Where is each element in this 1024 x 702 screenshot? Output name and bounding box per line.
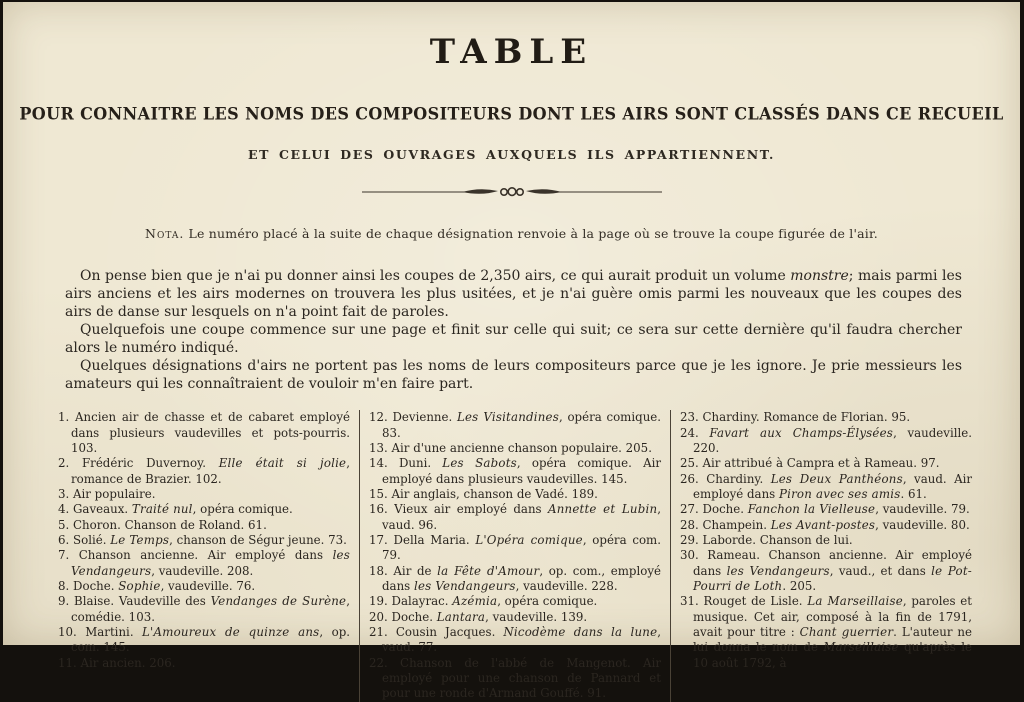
text-segment: 9. Blaise. Vaudeville des	[58, 594, 211, 609]
index-entry	[58, 410, 350, 456]
work-title: Fanchon la Vielleuse	[747, 502, 876, 517]
text-segment: 6. Solié.	[58, 532, 111, 547]
text-segment: , op. com. 145.	[71, 624, 350, 655]
text-segment: On pense bien que je n'ai pu donner ainsi les coupes de 2,350 airs, ce qui aurait produit un volume	[80, 268, 791, 284]
text-segment: 22. Chanson de l'abbé de Mangenot. Air employé pour une chanson de Pannard et pour une ronde d'Armand Gouffé. 91.	[369, 655, 661, 701]
work-title: la Fête d'Amour	[437, 563, 540, 578]
work-title: Les Sabots	[442, 456, 517, 471]
text-segment: 21. Cousin Jacques.	[369, 624, 504, 639]
index-entry	[680, 456, 972, 471]
text-segment: , comédie. 103.	[71, 594, 350, 624]
nota-text: Le numéro placé à la suite de chaque désignation renvoie à la page où se trouve la coupe figurée de l'air.	[184, 226, 878, 241]
text-segment: 13. Air d'une ancienne chanson populaire. 205.	[369, 440, 652, 455]
text-segment: 19. Dalayrac.	[369, 594, 453, 609]
text-segment: 4. Gaveaux.	[58, 502, 132, 517]
text-segment: 10. Martini.	[58, 624, 143, 639]
text-segment: 25. Air attribué à Campra et à Rameau. 97.	[680, 456, 940, 471]
text-segment: 12. Devienne.	[369, 410, 457, 425]
text-segment: . 205.	[782, 578, 817, 593]
index-entry	[680, 426, 972, 457]
text-segment: , opéra comique.	[192, 502, 293, 517]
index-entry	[58, 502, 350, 517]
index-entry	[369, 487, 661, 502]
work-title: Les Visitandines	[456, 410, 559, 425]
book-page	[3, 2, 1020, 701]
text-segment: , vaud. 77.	[382, 624, 662, 655]
work-title: Nicodème dans la lune	[503, 624, 658, 639]
nota-line	[3, 226, 1020, 241]
index-entry	[58, 594, 350, 625]
work-title: Vendanges de Surène	[210, 594, 347, 609]
text-segment: ; mais parmi les airs anciens et les airs modernes on trouvera les plus usitées, et je n'ai guère omis parmi les nouveaux que les coupes des airs de danse sur lesquels on n'a point fait de paroles.	[65, 268, 962, 321]
work-title: L'Opéra comique	[475, 532, 583, 547]
text-segment: , op. com., employé dans	[382, 563, 662, 593]
text-segment: , romance de Brazier. 102.	[71, 456, 350, 486]
index-entry	[58, 656, 350, 671]
index-entry	[369, 656, 661, 702]
work-title: Sophie	[118, 578, 161, 593]
work-title: La Marseillaise	[807, 594, 903, 609]
text-segment: , opéra comique.	[497, 594, 598, 609]
text-segment: 27. Doche.	[680, 502, 748, 517]
index-entry	[58, 579, 350, 594]
text-segment: , vaudeville. 80.	[875, 517, 970, 532]
text-segment: , opéra com. 79.	[382, 532, 661, 563]
text-segment: qu'après le 10 août 1792, à	[693, 640, 973, 670]
index-entry	[369, 564, 661, 595]
text-segment: 11. Air ancien. 206.	[58, 655, 176, 670]
text-segment: Quelquefois une coupe commence sur une page et finit sur celle qui suit; ce sera sur cette dernière qu'il faudra chercher alors le numéro indiqué.	[65, 322, 962, 357]
index-entry	[58, 548, 350, 579]
text-segment: 16. Vieux air employé dans	[369, 502, 549, 517]
index-entry	[680, 502, 972, 517]
work-title: Les Deux Panthéons	[770, 471, 903, 486]
text-segment: 3. Air populaire.	[58, 486, 156, 501]
index-entry	[680, 472, 972, 503]
index-entry	[680, 410, 972, 425]
text-segment: , vaudeville. 208.	[151, 563, 254, 578]
intro-paragraph	[65, 321, 962, 357]
text-segment: 14. Duni.	[369, 456, 443, 471]
index-entry	[369, 610, 661, 625]
divider-ornament-icon	[362, 184, 662, 200]
work-title: Azémia	[452, 594, 498, 609]
work-title: Traité nul	[131, 502, 193, 517]
text-segment: , vaudeville. 228.	[515, 578, 618, 593]
text-segment: , vaud. Air employé dans	[693, 471, 973, 501]
index-entry	[680, 594, 972, 671]
work-title: monstre	[790, 268, 849, 284]
index-column-3	[671, 410, 972, 701]
text-segment: , paroles et musique. Cet air, composé à la fin de 1791, avait pour titre :	[693, 594, 972, 639]
index-column-1	[58, 410, 360, 701]
composer-index-columns	[58, 410, 972, 701]
text-segment: 29. Laborde. Chanson de lui.	[680, 532, 853, 547]
work-title: les Vendangeurs	[414, 578, 516, 593]
text-segment: 8. Doche.	[58, 578, 119, 593]
nota-label: Nota.	[145, 226, 185, 241]
work-title: Piron avec ses amis	[778, 486, 901, 501]
index-entry	[680, 518, 972, 533]
text-segment: 18. Air de	[369, 563, 438, 578]
page-title: TABLE	[429, 32, 594, 72]
index-entry	[58, 625, 350, 656]
work-title: les Vendangeurs	[726, 563, 830, 578]
work-title: Annette et Lubin	[548, 502, 658, 517]
text-segment: , vaudeville. 139.	[485, 609, 588, 624]
index-entry	[58, 533, 350, 548]
page-subtitle: POUR CONNAITRE LES NOMS DES COMPOSITEURS DONT LES AIRS SONT CLASSÉS DANS CE RECUEIL	[19, 103, 1004, 124]
work-title: Les Avant-postes	[770, 517, 876, 532]
work-title: Favart aux Champs-Élysées	[709, 425, 894, 440]
text-segment: , vaudeville. 79.	[875, 502, 970, 517]
index-entry	[58, 456, 350, 487]
text-segment: , opéra comique. 83.	[382, 410, 662, 440]
text-segment: 1. Ancien air de chasse et de cabaret employé dans plusieurs vaudevilles et pots-pourris. 103.	[58, 410, 350, 455]
work-title: le Pot-Pourri de Loth	[693, 563, 972, 593]
index-entry	[58, 487, 350, 502]
text-segment: . 61.	[900, 486, 927, 501]
text-segment: 5. Choron. Chanson de Roland. 61.	[58, 517, 267, 532]
text-segment: Quelques désignations d'airs ne portent pas les noms de leurs compositeurs parce que je les ignore. Je prie messieurs les amateurs qui les connaîtraient de vouloir m'en faire part.	[65, 358, 962, 393]
work-title: Lantara	[436, 609, 486, 624]
index-entry	[58, 518, 350, 533]
text-segment: 24.	[680, 425, 710, 440]
text-segment: . L'auteur ne lui donna le nom de	[693, 624, 972, 655]
text-segment: 17. Della Maria.	[369, 532, 476, 547]
intro-paragraph	[65, 357, 962, 393]
text-segment: , vaud., et dans	[829, 563, 932, 578]
text-segment: 15. Air anglais, chanson de Vadé. 189.	[369, 486, 598, 501]
page-subtitle-secondary: ET CELUI DES OUVRAGES AUXQUELS ILS APPARTIENNENT.	[248, 147, 775, 162]
work-title: Le Temps	[110, 532, 170, 547]
index-entry	[369, 456, 661, 487]
text-segment: , vaudeville. 220.	[693, 425, 973, 455]
index-entry	[369, 410, 661, 441]
text-segment: 28. Champein.	[680, 517, 771, 532]
text-segment: 31. Rouget de Lisle.	[680, 594, 808, 609]
text-segment: , opéra comique. Air employé dans plusieurs vaudevilles. 145.	[382, 456, 661, 486]
text-segment: 20. Doche.	[369, 609, 437, 624]
work-title: les Vendangeurs	[71, 548, 350, 578]
index-entry	[680, 533, 972, 548]
text-segment: , vaudeville. 76.	[160, 578, 256, 593]
work-title: Marseillaise	[823, 640, 899, 655]
index-entry	[369, 441, 661, 456]
text-segment: 7. Chanson ancienne. Air employé dans	[58, 548, 333, 563]
index-entry	[369, 502, 661, 533]
intro-paragraph	[65, 267, 962, 321]
work-title: Chant guerrier	[799, 624, 894, 639]
index-entry	[680, 548, 972, 594]
text-segment: , chanson de Ségur jeune. 73.	[169, 532, 347, 547]
text-segment: 2. Frédéric Duvernoy.	[58, 456, 219, 471]
index-entry	[369, 625, 661, 656]
intro-paragraphs	[65, 267, 962, 393]
text-segment: 23. Chardiny. Romance de Florian. 95.	[680, 410, 911, 425]
index-entry	[369, 533, 661, 564]
index-entry	[369, 594, 661, 609]
text-segment: 30. Rameau. Chanson ancienne. Air employé dans	[680, 548, 972, 578]
index-column-2	[360, 410, 671, 701]
text-segment: , vaud. 96.	[382, 502, 662, 532]
work-title: Elle était si jolie	[218, 456, 347, 471]
text-segment: 26. Chardiny.	[680, 471, 771, 486]
work-title: L'Amoureux de quinze ans	[142, 624, 320, 639]
